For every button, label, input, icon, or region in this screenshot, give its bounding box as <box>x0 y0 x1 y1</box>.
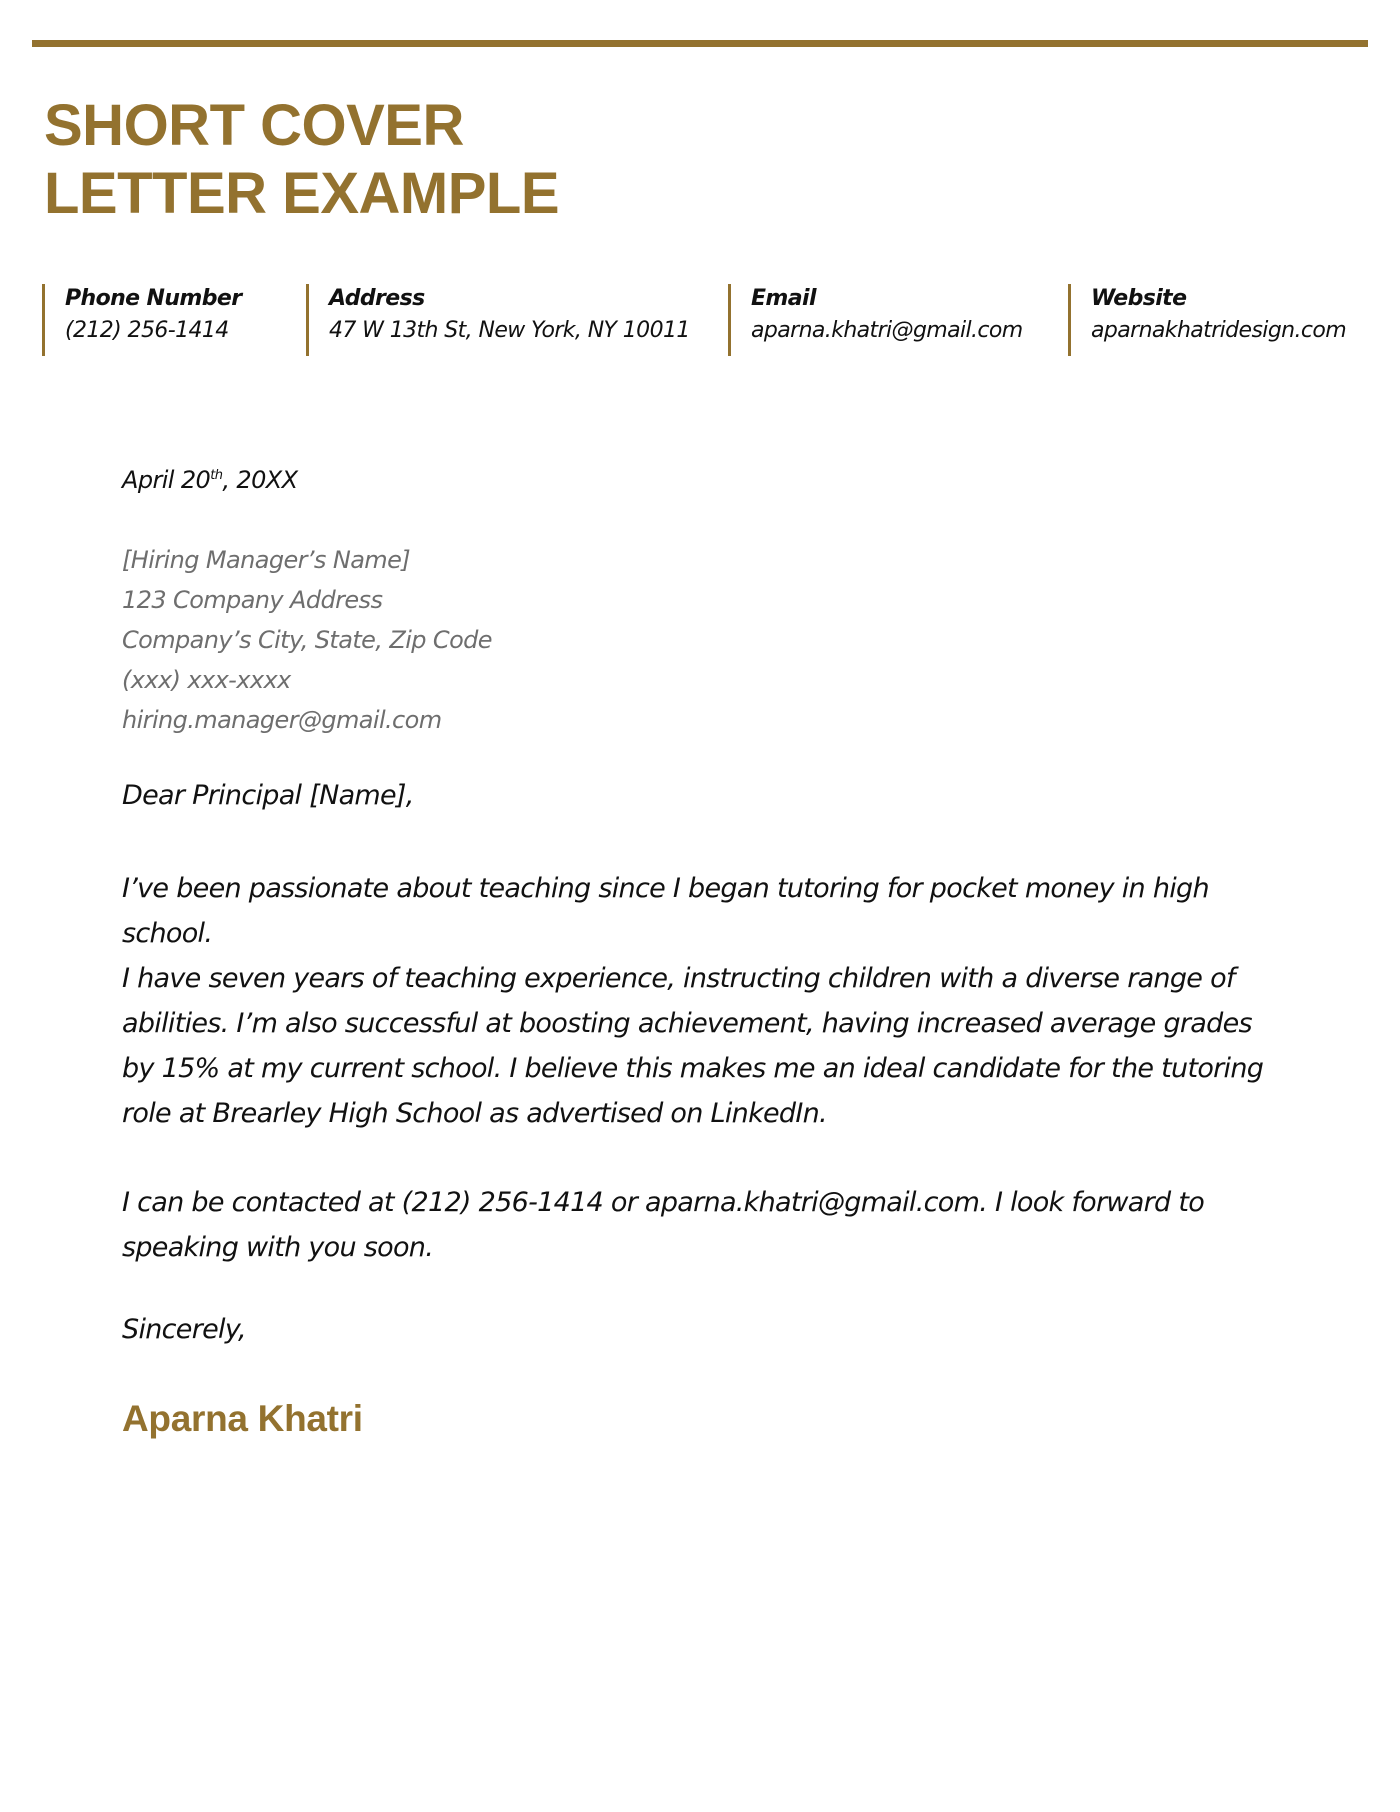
paragraph-2: I have seven years of teaching experience, instructing children with a diverse range of abilities. I’m also successful at boosting achievement, having increased average grades by 15% at my current school. I believe this makes me an ideal candidate for the tutoring role at Brearley High School as advertised on LinkedIn. <box>122 963 1264 1129</box>
contact-website-value[interactable]: aparnakhatridesign.com <box>1091 318 1347 343</box>
contact-website <box>1068 284 1346 356</box>
closing: Sincerely, <box>122 1314 246 1345</box>
contact-bar <box>0 284 1400 356</box>
contact-address-value: 47 W 13th St, New York, NY 10011 <box>329 318 690 343</box>
paragraph-1: I’ve been passionate about teaching since I began tutoring for pocket money in high school. <box>122 873 1209 949</box>
contact-email-value[interactable]: aparna.khatri@gmail.com <box>751 318 1023 343</box>
paragraph-3: I can be contacted at (212) 256-1414 or aparna.khatri@gmail.com. I look forward to speaking with you soon. <box>122 1187 1205 1263</box>
recipient-address: 123 Company Address <box>122 586 383 614</box>
contact-phone <box>42 284 241 356</box>
contact-email-label: Email <box>751 286 816 311</box>
contact-address <box>306 284 690 356</box>
title-line-2: LETTER EXAMPLE <box>44 161 560 226</box>
contact-email <box>728 284 1023 356</box>
recipient-city: Company’s City, State, Zip Code <box>122 626 492 654</box>
title-line-1: SHORT COVER <box>44 93 464 158</box>
contact-phone-value: (212) 256-1414 <box>65 318 229 343</box>
date-year: , 20XX <box>222 466 298 494</box>
recipient-block <box>122 540 492 740</box>
contact-website-label: Website <box>1091 286 1187 311</box>
letter-date <box>122 466 297 494</box>
top-rule <box>32 40 1368 47</box>
date-prefix: April 20 <box>122 466 211 494</box>
contact-address-label: Address <box>329 286 425 311</box>
recipient-email: hiring.manager@gmail.com <box>122 706 442 734</box>
signature: Aparna Khatri <box>122 1398 363 1439</box>
date-ordinal: th <box>210 468 223 483</box>
recipient-name: [Hiring Manager’s Name] <box>122 546 411 574</box>
greeting: Dear Principal [Name], <box>122 780 414 811</box>
recipient-phone: (xxx) xxx-xxxx <box>122 666 291 694</box>
contact-phone-label: Phone Number <box>65 286 242 311</box>
page-title <box>44 92 559 228</box>
